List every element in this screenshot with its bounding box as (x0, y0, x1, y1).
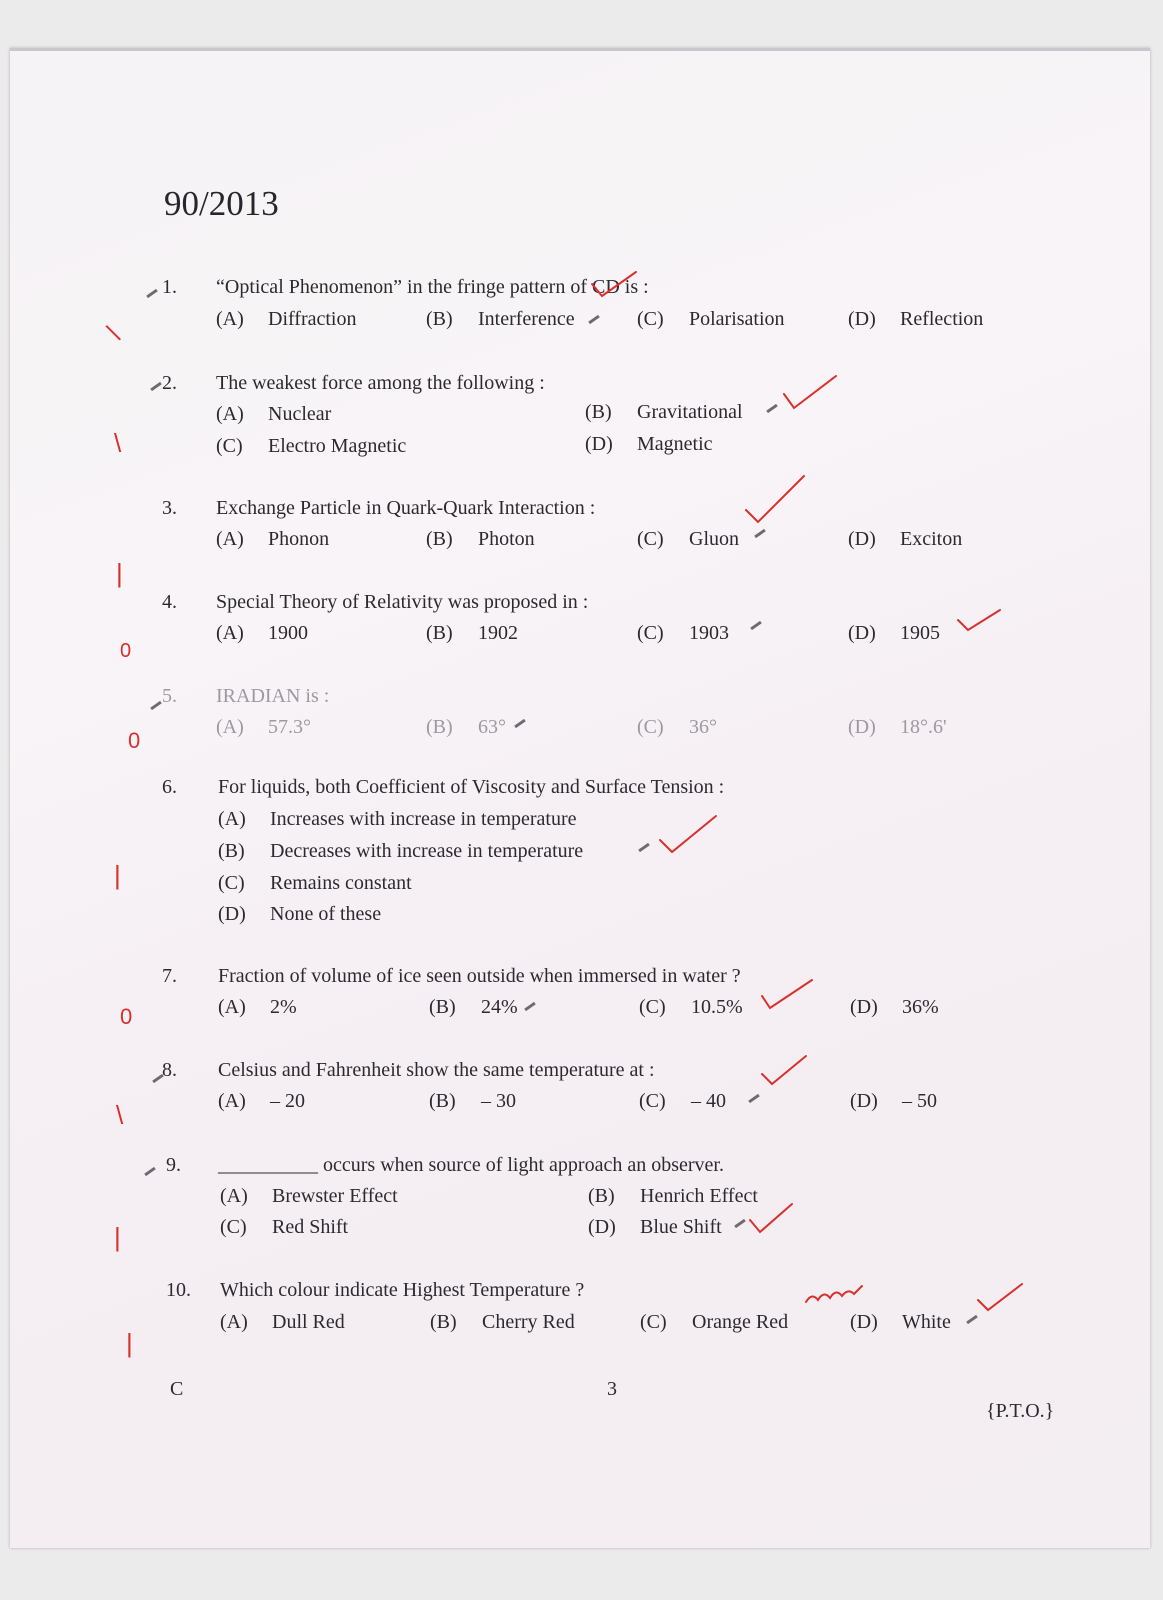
red-check-icon (748, 1200, 796, 1236)
question-text: Exchange Particle in Quark-Quark Interaction : (216, 497, 596, 519)
red-check-icon (658, 812, 720, 858)
margin-mark: 0 (120, 1004, 133, 1029)
question-number: 9. (166, 1154, 181, 1176)
margin-mark: \ (116, 1100, 124, 1130)
question-text: Celsius and Fahrenheit show the same temperature at : (218, 1059, 655, 1081)
option-b: (B) 1902 (426, 622, 518, 644)
option-b: (B) Cherry Red (430, 1311, 575, 1333)
question-text: Which colour indicate Highest Temperature ? (220, 1279, 585, 1301)
option-a: (A) Nuclear (216, 403, 332, 425)
option-c: (C) Remains constant (218, 872, 412, 894)
option-b: (B) Gravitational (585, 401, 743, 423)
option-a: (A) Dull Red (220, 1311, 345, 1333)
margin-mark: | (116, 558, 123, 588)
question-text: “Optical Phenomenon” in the fringe pattern of CD is : (216, 276, 649, 298)
page-top-edge (10, 48, 1150, 51)
red-check-icon (760, 1052, 810, 1088)
option-d: (D) Reflection (848, 308, 984, 330)
margin-mark: | (114, 860, 121, 890)
option-d: (D) 36% (850, 996, 939, 1018)
option-c: (C) 36° (637, 716, 717, 738)
question-text: Fraction of volume of ice seen outside when immersed in water ? (218, 965, 741, 987)
option-a: (A) Diffraction (216, 308, 357, 330)
option-d: (D) White (850, 1311, 951, 1333)
question-number: 1. (162, 276, 177, 298)
question-text: Special Theory of Relativity was proposed in : (216, 591, 589, 613)
question-text: The weakest force among the following : (216, 372, 545, 394)
option-b: (B) Photon (426, 528, 535, 550)
question-set: C (170, 1378, 184, 1400)
margin-mark: 0 (120, 640, 132, 662)
question-text: __________ occurs when source of light approach an observer. (218, 1154, 724, 1176)
option-a: (A) Brewster Effect (220, 1185, 398, 1207)
question-text: For liquids, both Coefficient of Viscosity and Surface Tension : (218, 776, 725, 798)
option-a: (A) 1900 (216, 622, 308, 644)
option-c: (C) Polarisation (637, 308, 785, 330)
margin-mark: | (114, 1222, 121, 1252)
paper-code: 90/2013 (164, 184, 279, 223)
red-check-icon (744, 472, 808, 528)
option-d: (D) None of these (218, 903, 382, 925)
option-c: (C) 1903 (637, 622, 729, 644)
margin-mark: | (126, 1328, 133, 1358)
margin-mark: \ (114, 428, 122, 458)
option-a: (A) – 20 (218, 1090, 305, 1112)
question-number: 10. (166, 1279, 191, 1301)
margin-mark: \ (102, 318, 124, 348)
red-check-icon (590, 270, 640, 300)
pto-note: {P.T.O.} (986, 1400, 1055, 1422)
option-c: (C) 10.5% (639, 996, 743, 1018)
option-d: (D) Exciton (848, 528, 963, 550)
option-b: (B) Decreases with increase in temperature (218, 840, 584, 862)
option-b: (B) Interference (426, 308, 575, 330)
option-d: (D) Blue Shift (588, 1216, 722, 1238)
option-d: (D) 1905 (848, 622, 940, 644)
question-number: 4. (162, 591, 177, 613)
option-b: (B) – 30 (429, 1090, 516, 1112)
red-check-icon (956, 606, 1004, 636)
question-number: 3. (162, 497, 177, 519)
option-c: (C) – 40 (639, 1090, 726, 1112)
question-number: 6. (162, 776, 177, 798)
question-text: IRADIAN is : (216, 685, 330, 707)
question-number: 8. (162, 1059, 177, 1081)
option-c: (C) Red Shift (220, 1216, 349, 1238)
red-check-icon (760, 976, 816, 1012)
option-a: (A) Increases with increase in temperature (218, 808, 577, 830)
question-number: 5. (162, 685, 177, 707)
option-a: (A) 57.3° (216, 716, 311, 738)
question-number: 7. (162, 965, 177, 987)
option-a: (A) Phonon (216, 528, 330, 550)
option-c: (C) Orange Red (640, 1311, 789, 1333)
red-check-icon (782, 372, 840, 412)
option-b: (B) 24% (429, 996, 518, 1018)
option-d: (D) – 50 (850, 1090, 937, 1112)
option-d: (D) 18°.6' (848, 716, 947, 738)
red-scribble-icon (804, 1282, 864, 1306)
question-number: 2. (162, 372, 177, 394)
red-check-icon (976, 1280, 1026, 1316)
option-b: (B) Henrich Effect (588, 1185, 758, 1207)
option-c: (C) Electro Magnetic (216, 435, 407, 457)
option-a: (A) 2% (218, 996, 297, 1018)
page-number: 3 (607, 1378, 617, 1400)
option-d: (D) Magnetic (585, 433, 713, 455)
option-c: (C) Gluon (637, 528, 739, 550)
option-b: (B) 63° (426, 716, 506, 738)
margin-mark: 0 (128, 728, 141, 753)
